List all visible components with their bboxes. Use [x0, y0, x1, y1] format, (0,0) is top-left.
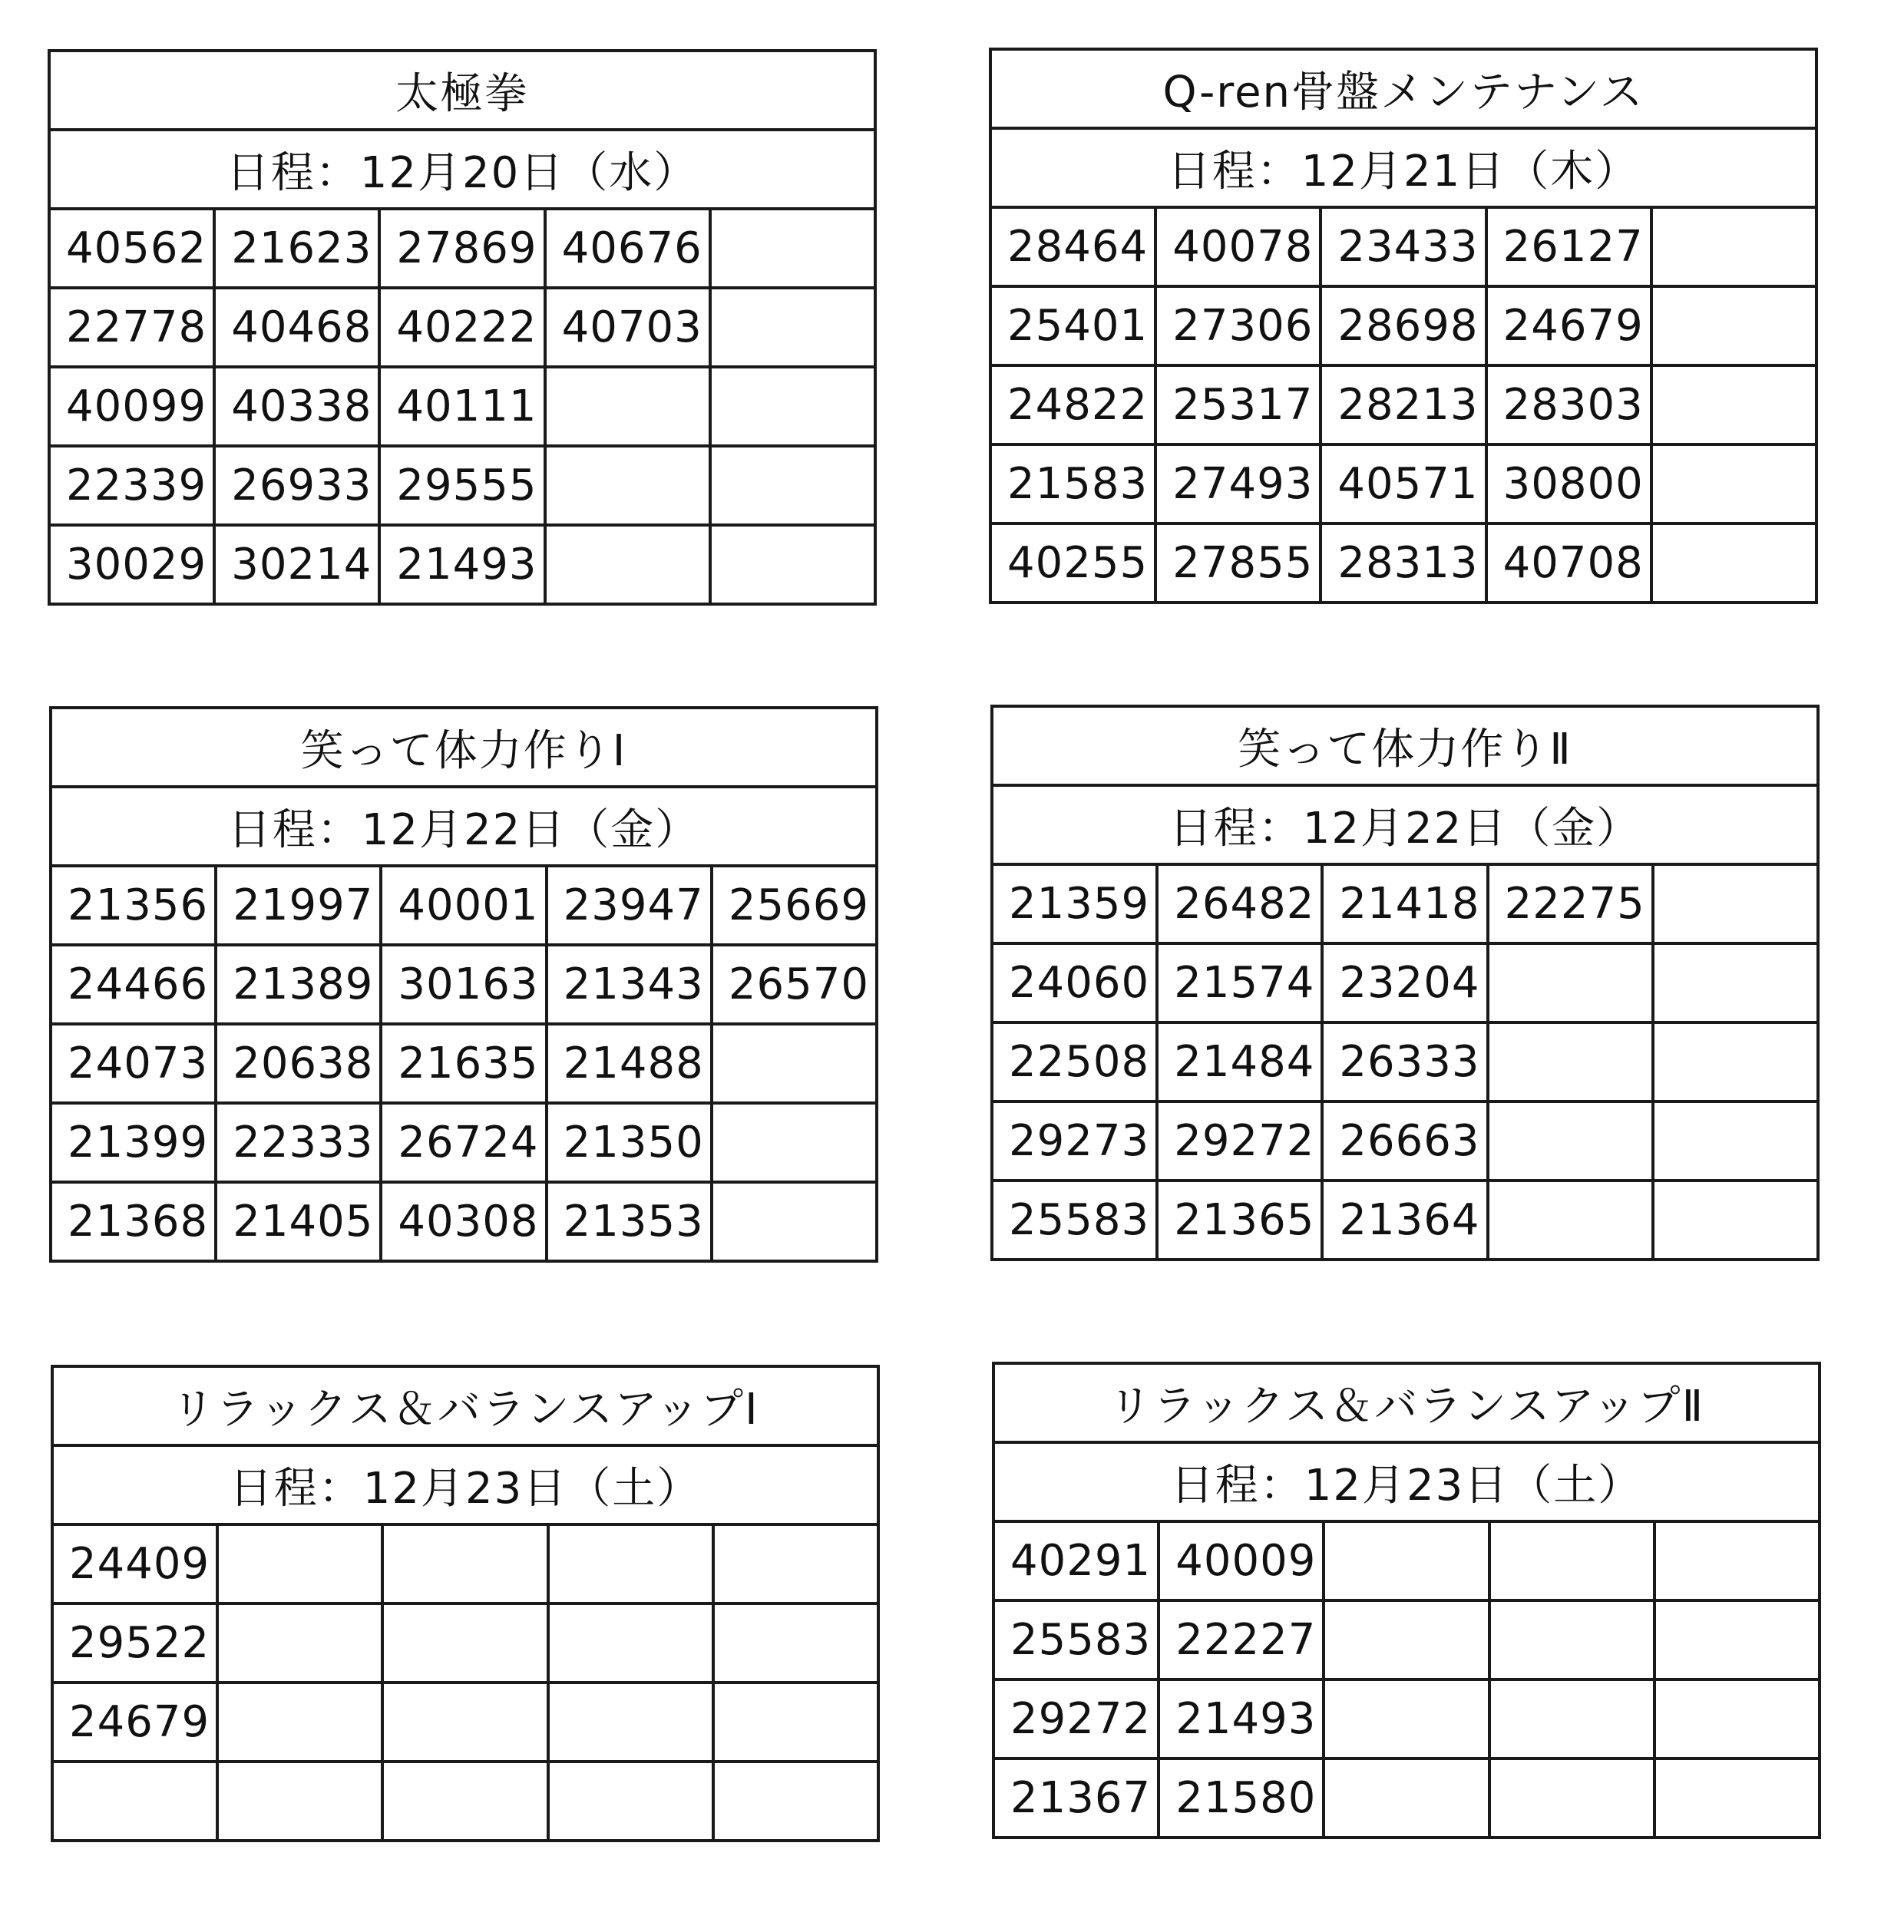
member-id-cell: 26663	[1322, 1101, 1487, 1181]
member-id-cell	[382, 1524, 547, 1603]
table-date: 日程：12月22日（金）	[51, 787, 877, 866]
member-id-cell	[548, 1524, 713, 1603]
member-id-cell	[1324, 1759, 1489, 1838]
member-id-cell: 21488	[547, 1024, 712, 1103]
member-id-cell: 21635	[381, 1024, 546, 1103]
table-row	[49, 525, 875, 604]
member-id-cell	[548, 1683, 713, 1762]
table-row	[992, 1101, 1818, 1181]
member-id-cell	[382, 1603, 547, 1683]
member-id-cell	[1488, 943, 1653, 1022]
member-id-cell	[1653, 1101, 1818, 1181]
member-id-cell	[1654, 1600, 1820, 1679]
member-id-cell: 21359	[992, 864, 1157, 943]
member-id-cell: 40009	[1159, 1521, 1324, 1600]
member-id-cell: 25401	[990, 286, 1155, 365]
member-id-cell	[545, 525, 710, 604]
member-id-cell	[713, 1762, 878, 1841]
member-id-cell: 40708	[1486, 523, 1651, 603]
member-id-cell: 28313	[1321, 523, 1486, 603]
table-row	[51, 1182, 877, 1261]
member-id-cell	[1489, 1600, 1654, 1679]
member-id-cell	[52, 1762, 217, 1841]
member-id-cell: 29272	[993, 1679, 1159, 1759]
member-id-cell	[710, 367, 875, 446]
member-id-cell: 21623	[214, 209, 379, 288]
member-id-cell: 29272	[1157, 1101, 1322, 1181]
member-id-cell	[1651, 444, 1816, 523]
member-id-cell: 26570	[712, 945, 877, 1024]
member-id-cell: 21364	[1322, 1181, 1487, 1260]
schedule-table-laughing-fitness-2	[990, 705, 1820, 1261]
member-id-cell	[1324, 1679, 1489, 1759]
schedule-table-laughing-fitness-1	[49, 706, 878, 1263]
table-date: 日程：12月21日（木）	[990, 128, 1816, 207]
member-id-cell	[1654, 1679, 1820, 1759]
table-title: 太極拳	[49, 51, 875, 130]
member-id-cell: 40078	[1155, 207, 1321, 286]
table-row	[49, 446, 875, 525]
member-id-cell	[1489, 1759, 1654, 1838]
member-id-cell: 40571	[1321, 444, 1486, 523]
member-id-cell: 21356	[51, 866, 216, 945]
member-id-cell: 21997	[216, 866, 381, 945]
member-id-cell	[1488, 1181, 1653, 1260]
member-id-cell: 21493	[1159, 1679, 1324, 1759]
member-id-cell	[712, 1182, 877, 1261]
member-id-cell: 21367	[993, 1759, 1159, 1838]
member-id-cell	[1489, 1521, 1654, 1600]
schedule-table-relax-balance-1	[51, 1365, 880, 1842]
table-row	[52, 1603, 878, 1683]
member-id-cell: 24679	[52, 1683, 217, 1762]
member-id-cell	[1488, 1101, 1653, 1181]
member-id-cell: 27869	[379, 209, 544, 288]
member-id-cell: 21580	[1159, 1759, 1324, 1838]
table-title: リラックス＆バランスアップⅠ	[52, 1366, 878, 1445]
schedule-table-taikyokuken	[48, 49, 877, 606]
member-id-cell	[1654, 1521, 1820, 1600]
member-id-cell: 40308	[381, 1182, 546, 1261]
member-id-cell	[710, 525, 875, 604]
table-row	[52, 1524, 878, 1603]
member-id-cell: 22275	[1488, 864, 1653, 943]
member-id-cell: 21583	[990, 444, 1155, 523]
table-row	[993, 1521, 1820, 1600]
table-row	[51, 1024, 877, 1103]
table-title: Q-ren骨盤メンテナンス	[990, 49, 1816, 128]
table-row	[51, 866, 877, 945]
table-row	[992, 1022, 1818, 1101]
member-id-cell	[545, 446, 710, 525]
member-id-cell	[1488, 1022, 1653, 1101]
member-id-cell: 27855	[1155, 523, 1321, 603]
member-id-cell: 26333	[1322, 1022, 1487, 1101]
member-id-cell: 21493	[379, 525, 544, 604]
member-id-cell: 30029	[49, 525, 214, 604]
member-id-cell: 24073	[51, 1024, 216, 1103]
member-id-cell: 40291	[993, 1521, 1159, 1600]
member-id-cell: 22778	[49, 288, 214, 367]
member-id-cell: 40222	[379, 288, 544, 367]
member-id-cell: 24409	[52, 1524, 217, 1603]
table-row	[990, 365, 1816, 444]
table-row	[993, 1679, 1820, 1759]
table-row	[990, 286, 1816, 365]
member-id-cell: 26482	[1157, 864, 1322, 943]
member-id-cell	[217, 1683, 382, 1762]
member-id-cell	[1653, 864, 1818, 943]
member-id-cell: 40562	[49, 209, 214, 288]
member-id-cell: 40338	[214, 367, 379, 446]
member-id-cell: 22227	[1159, 1600, 1324, 1679]
member-id-cell: 21399	[51, 1103, 216, 1182]
member-id-cell	[1651, 286, 1816, 365]
schedule-table-pelvis-maintenance	[989, 48, 1818, 604]
member-id-cell	[217, 1762, 382, 1841]
table-date: 日程：12月22日（金）	[992, 785, 1818, 864]
member-id-cell	[548, 1603, 713, 1683]
table-title: 笑って体力作りⅡ	[992, 706, 1818, 785]
member-id-cell: 21343	[547, 945, 712, 1024]
member-id-cell: 21484	[1157, 1022, 1322, 1101]
member-id-cell	[713, 1603, 878, 1683]
member-id-cell: 40676	[545, 209, 710, 288]
member-id-cell: 27493	[1155, 444, 1321, 523]
table-row	[993, 1600, 1820, 1679]
member-id-cell: 25583	[993, 1600, 1159, 1679]
member-id-cell	[1653, 1181, 1818, 1260]
member-id-cell	[1651, 523, 1816, 603]
member-id-cell: 21365	[1157, 1181, 1322, 1260]
member-id-cell	[710, 288, 875, 367]
member-id-cell	[382, 1762, 547, 1841]
member-id-cell: 40001	[381, 866, 546, 945]
member-id-cell: 26724	[381, 1103, 546, 1182]
member-id-cell	[1654, 1759, 1820, 1838]
member-id-cell: 22339	[49, 446, 214, 525]
member-id-cell	[382, 1683, 547, 1762]
member-id-cell: 40468	[214, 288, 379, 367]
table-date: 日程：12月23日（土）	[993, 1442, 1820, 1521]
member-id-cell: 21405	[216, 1182, 381, 1261]
member-id-cell: 24060	[992, 943, 1157, 1022]
member-id-cell: 28464	[990, 207, 1155, 286]
member-id-cell: 23947	[547, 866, 712, 945]
table-date: 日程：12月20日（水）	[49, 130, 875, 209]
member-id-cell	[548, 1762, 713, 1841]
table-row	[49, 367, 875, 446]
table-row	[990, 207, 1816, 286]
member-id-cell: 29555	[379, 446, 544, 525]
member-id-cell: 25583	[992, 1181, 1157, 1260]
member-id-cell: 23433	[1321, 207, 1486, 286]
table-row	[990, 444, 1816, 523]
member-id-cell	[1651, 207, 1816, 286]
member-id-cell	[712, 1103, 877, 1182]
member-id-cell: 28303	[1486, 365, 1651, 444]
member-id-cell	[710, 209, 875, 288]
member-id-cell	[545, 367, 710, 446]
member-id-cell: 21350	[547, 1103, 712, 1182]
member-id-cell: 30163	[381, 945, 546, 1024]
member-id-cell: 40111	[379, 367, 544, 446]
member-id-cell: 27306	[1155, 286, 1321, 365]
member-id-cell: 22333	[216, 1103, 381, 1182]
member-id-cell: 30800	[1486, 444, 1651, 523]
schedule-table-relax-balance-2	[992, 1362, 1821, 1839]
member-id-cell: 29273	[992, 1101, 1157, 1181]
member-id-cell: 25669	[712, 866, 877, 945]
member-id-cell: 40703	[545, 288, 710, 367]
table-row	[52, 1762, 878, 1841]
member-id-cell: 28213	[1321, 365, 1486, 444]
table-row	[52, 1683, 878, 1762]
member-id-cell	[1651, 365, 1816, 444]
member-id-cell: 26127	[1486, 207, 1651, 286]
member-id-cell: 40255	[990, 523, 1155, 603]
member-id-cell: 21574	[1157, 943, 1322, 1022]
member-id-cell: 30214	[214, 525, 379, 604]
member-id-cell: 29522	[52, 1603, 217, 1683]
member-id-cell: 25317	[1155, 365, 1321, 444]
member-id-cell	[217, 1603, 382, 1683]
member-id-cell: 21389	[216, 945, 381, 1024]
member-id-cell: 24466	[51, 945, 216, 1024]
member-id-cell	[1489, 1679, 1654, 1759]
member-id-cell	[710, 446, 875, 525]
member-id-cell	[1653, 943, 1818, 1022]
table-row	[992, 864, 1818, 943]
member-id-cell	[1324, 1521, 1489, 1600]
member-id-cell	[1324, 1600, 1489, 1679]
member-id-cell: 24679	[1486, 286, 1651, 365]
member-id-cell	[712, 1024, 877, 1103]
table-row	[49, 209, 875, 288]
member-id-cell: 21353	[547, 1182, 712, 1261]
member-id-cell: 24822	[990, 365, 1155, 444]
table-row	[49, 288, 875, 367]
table-title: リラックス＆バランスアップⅡ	[993, 1363, 1820, 1442]
member-id-cell	[713, 1524, 878, 1603]
member-id-cell: 40099	[49, 367, 214, 446]
member-id-cell: 26933	[214, 446, 379, 525]
member-id-cell	[217, 1524, 382, 1603]
member-id-cell: 21418	[1322, 864, 1487, 943]
table-title: 笑って体力作りⅠ	[51, 708, 877, 787]
table-row	[51, 1103, 877, 1182]
member-id-cell: 23204	[1322, 943, 1487, 1022]
table-row	[993, 1759, 1820, 1838]
table-row	[992, 943, 1818, 1022]
table-row	[992, 1181, 1818, 1260]
table-row	[51, 945, 877, 1024]
member-id-cell	[713, 1683, 878, 1762]
member-id-cell: 21368	[51, 1182, 216, 1261]
table-date: 日程：12月23日（土）	[52, 1445, 878, 1524]
member-id-cell	[1653, 1022, 1818, 1101]
table-row	[990, 523, 1816, 603]
member-id-cell: 28698	[1321, 286, 1486, 365]
member-id-cell: 22508	[992, 1022, 1157, 1101]
member-id-cell: 20638	[216, 1024, 381, 1103]
